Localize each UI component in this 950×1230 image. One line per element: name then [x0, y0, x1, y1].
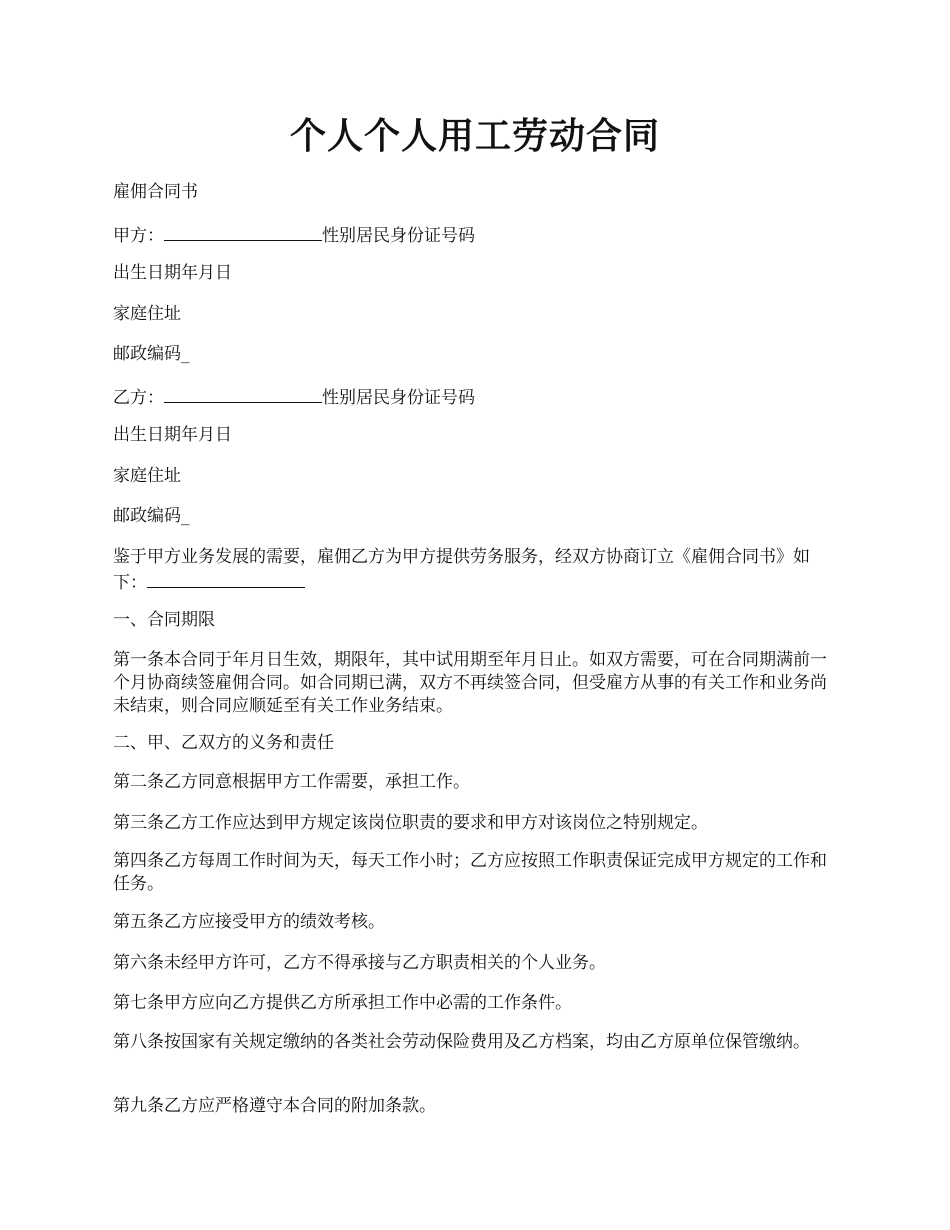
party-a-name-blank — [164, 222, 322, 241]
party-a-address: 家庭住址 — [113, 304, 181, 324]
preamble-text: 鉴于甲方业务发展的需要，雇佣乙方为甲方提供劳务服务，经双方协商订立《雇佣合同书》如下： — [113, 547, 810, 593]
party-a-id-label: 性别居民身份证号码 — [322, 226, 475, 246]
contract-heading: 雇佣合同书 — [113, 182, 198, 202]
article-9: 第九条乙方应严格遵守本合同的附加条款。 — [113, 1096, 436, 1116]
party-b-line — [113, 384, 841, 410]
party-a-birthdate: 出生日期年月日 — [113, 263, 232, 283]
article-5: 第五条乙方应接受甲方的绩效考核。 — [113, 912, 385, 932]
party-a-label: 甲方： — [113, 226, 164, 246]
preamble — [113, 546, 841, 595]
party-b-id-label: 性别居民身份证号码 — [322, 388, 475, 408]
article-6: 第六条未经甲方许可，乙方不得承接与乙方职责相关的个人业务。 — [113, 953, 606, 973]
article-2: 第二条乙方同意根据甲方工作需要，承担工作。 — [113, 772, 470, 792]
party-b-birthdate: 出生日期年月日 — [113, 425, 232, 445]
article-1: 第一条本合同于年月日生效，期限年，其中试用期至年月日止。如双方需要，可在合同期满前一个月协商续签雇佣合同。如合同期已满，双方不再续签合同，但受雇方从事的有关工作和业务尚未结束，则合同应顺延至有关工作业务结束。 — [113, 650, 827, 716]
document-title: 个人个人用工劳动合同 — [289, 115, 660, 157]
preamble-blank — [147, 569, 305, 588]
party-b-address: 家庭住址 — [113, 466, 181, 486]
party-a-postcode: 邮政编码_ — [113, 344, 190, 364]
party-b-name-blank — [164, 384, 322, 403]
article-8: 第八条按国家有关规定缴纳的各类社会劳动保险费用及乙方档案，均由乙方原单位保管缴纳。 — [113, 1032, 810, 1052]
section-heading-duties: 二、甲、乙双方的义务和责任 — [113, 733, 334, 753]
party-b-postcode: 邮政编码_ — [113, 506, 190, 526]
party-a-line — [113, 222, 841, 248]
section-heading-term: 一、合同期限 — [113, 610, 215, 630]
article-4: 第四条乙方每周工作时间为天，每天工作小时；乙方应按照工作职责保证完成甲方规定的工作和任务。 — [113, 851, 827, 894]
article-7: 第七条甲方应向乙方提供乙方所承担工作中必需的工作条件。 — [113, 993, 572, 1013]
article-3: 第三条乙方工作应达到甲方规定该岗位职责的要求和甲方对该岗位之特别规定。 — [113, 813, 708, 833]
party-b-label: 乙方： — [113, 388, 164, 408]
